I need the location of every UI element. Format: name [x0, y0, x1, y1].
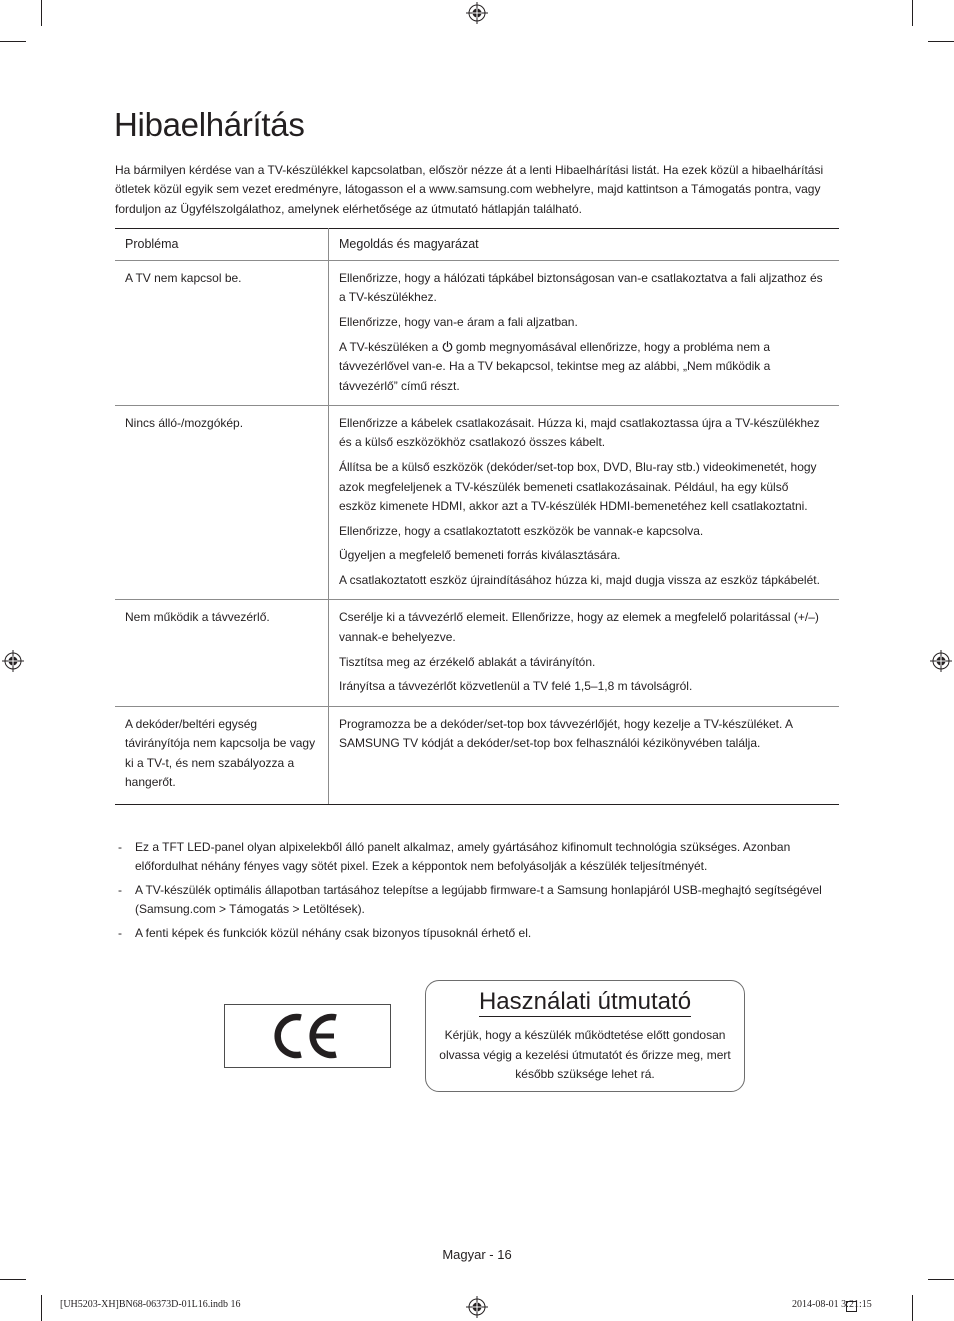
note-dash: - [118, 926, 122, 941]
note-dash: - [118, 840, 122, 854]
page-number: Magyar - 16 [442, 1247, 512, 1262]
table-row [115, 261, 839, 406]
power-icon [442, 341, 453, 352]
solution-text: Ellenőrizze, hogy a csatlakoztatott eszközök be vannak-e kapcsolva. [339, 523, 704, 538]
manual-notice-box [425, 980, 745, 1092]
footer-glyph-icon [846, 1301, 857, 1312]
solution-text: Ellenőrizze, hogy a hálózati tápkábel biztonságosan van-e csatlakoztatva a fali aljzathoz és a TV-készülékhez. [339, 271, 823, 305]
note-text: A fenti képek és funkciók közül néhány csak bizonyos típusoknál érhető el. [135, 926, 532, 941]
solution-text-before-icon: A TV-készüléken a [339, 339, 439, 354]
list-item [115, 924, 839, 943]
solution-text-after-icon: gomb megnyomásával ellenőrizze, hogy a probléma nem a távvezérlővel van-e. Ha a TV bekapcsol, tekintse meg az alábbi, „Nem működik a távvezérlő” című részt. [339, 339, 771, 393]
notes-list [115, 838, 839, 948]
registration-mark-icon [2, 650, 24, 672]
table-row [115, 406, 839, 600]
ce-mark-icon [274, 1013, 342, 1059]
footer-timestamp [792, 1299, 872, 1310]
solution-text: Ügyeljen a megfelelő bemeneti forrás kiválasztására. [339, 548, 621, 563]
crop-mark-top-right-vertical [912, 0, 913, 26]
solution-cell [329, 706, 840, 805]
solution-cell [329, 600, 840, 706]
solution-text-power [339, 338, 829, 396]
solution-text: Állítsa be a külső eszközök (dekóder/set-top box, DVD, Blu-ray stb.) videokimenetét, hogy azok megfeleljenek a TV-készülék bemeneti csatlakozásainak. Például, ha egy külső eszköz kimenete HDMI, akkor azt a TV-készülék HDMI-bemenetéhez kell csatlakoztatni. [339, 460, 817, 513]
solution-text: Tisztítsa meg az érzékelő ablakát a távirányítón. [339, 654, 596, 669]
intro-paragraph: Ha bármilyen kérdése van a TV-készülékkel kapcsolatban, először nézze át a lenti Hibaelhárítási listát. Ha ezek közül a hibaelhárítási ötletek közül egyik sem vezet eredményre, látogasson el a www.samsung.com webhelyre, majd kattintson a Támogatás pontra, vagy forduljon az Ügyfélszolgálathoz, amelynek elérhetősége az útmutató hátlapján található. [115, 163, 824, 216]
solution-text: Irányítsa a távvezérlőt közvetlenül a TV felé 1,5–1,8 m távolságról. [339, 679, 693, 694]
crop-mark-bottom-right-vertical [912, 1295, 913, 1321]
registration-mark-icon [466, 1296, 488, 1318]
ce-mark-box [224, 1004, 391, 1068]
problem-cell: A TV nem kapcsol be. [115, 261, 329, 406]
page-title: Hibaelhárítás [114, 106, 305, 143]
crop-mark-bottom-left-horizontal [0, 1279, 26, 1280]
crop-mark-bottom-left-vertical [41, 1295, 42, 1321]
footer-file-info: [UH5203-XH]BN68-06373D-01L16.indb 16 [60, 1299, 241, 1310]
registration-mark-icon [930, 650, 952, 672]
solution-text: Programozza be a dekóder/set-top box távvezérlőjét, hogy kezelje a TV-készüléket. A SAMSUNG TV kódját a dekóder/set-top box felhasználói kézikönyvében találja. [339, 716, 793, 751]
list-item [115, 838, 839, 877]
note-dash: - [118, 883, 122, 898]
table-row [115, 706, 839, 805]
table-header-row [115, 229, 839, 261]
problem-cell: A dekóder/beltéri egység távirányítója nem kapcsolja be vagy ki a TV-t, és nem szabályozza a hangerőt. [115, 706, 329, 805]
solution-cell [329, 261, 840, 406]
table-row [115, 600, 839, 706]
manual-title: Használati útmutató [478, 988, 692, 1015]
troubleshooting-table [115, 228, 839, 805]
crop-mark-bottom-right-horizontal [928, 1279, 954, 1280]
solution-cell [329, 406, 840, 600]
column-header-problem: Probléma [115, 229, 329, 261]
solution-text: Ellenőrizze a kábelek csatlakozásait. Húzza ki, majd csatlakoztassa újra a TV-készülékhez és a külső eszközökhöz csatlakozó összes kábelt. [339, 416, 820, 450]
registration-mark-icon [466, 2, 488, 24]
crop-mark-top-left-vertical [41, 0, 42, 26]
solution-text: A csatlakoztatott eszköz újraindításához húzza ki, majd dugja vissza az eszköz tápkábelét. [339, 573, 820, 588]
crop-mark-top-left-horizontal [0, 41, 26, 42]
note-text: Ez a TFT LED-panel olyan alpixelekből álló panelt alkalmaz, amely gyártásához kifinomult technológia szükséges. Azonban előfordulhat néhány fényes vagy sötét pixel. Ezek a képpontok nem befolyásolják a készülék teljesítményét. [135, 840, 791, 874]
list-item [115, 881, 839, 920]
solution-text: Cserélje ki a távvezérlő elemeit. Ellenőrizze, hogy az elemek a megfelelő polaritással (+/–) vannak-e behelyezve. [339, 610, 819, 644]
problem-cell: Nincs álló-/mozgókép. [115, 406, 329, 600]
manual-text: Kérjük, hogy a készülék működtetése előtt gondosan olvassa végig a kezelési útmutatót és őrizze meg, mert később szüksége lehet rá. [439, 1028, 731, 1081]
crop-mark-top-right-horizontal [928, 41, 954, 42]
solution-text: Ellenőrizze, hogy van-e áram a fali aljzatban. [339, 315, 578, 330]
note-text: A TV-készülék optimális állapotban tartásához telepítse a legújabb firmware-t a Samsung honlapjáról USB-meghajtó segítségével (Samsung.com > Támogatás > Letöltések). [135, 883, 822, 917]
footer-timestamp-text: 2014-08-01 3:21:15 [792, 1299, 872, 1310]
column-header-solution: Megoldás és magyarázat [329, 229, 840, 261]
problem-cell: Nem működik a távvezérlő. [115, 600, 329, 706]
